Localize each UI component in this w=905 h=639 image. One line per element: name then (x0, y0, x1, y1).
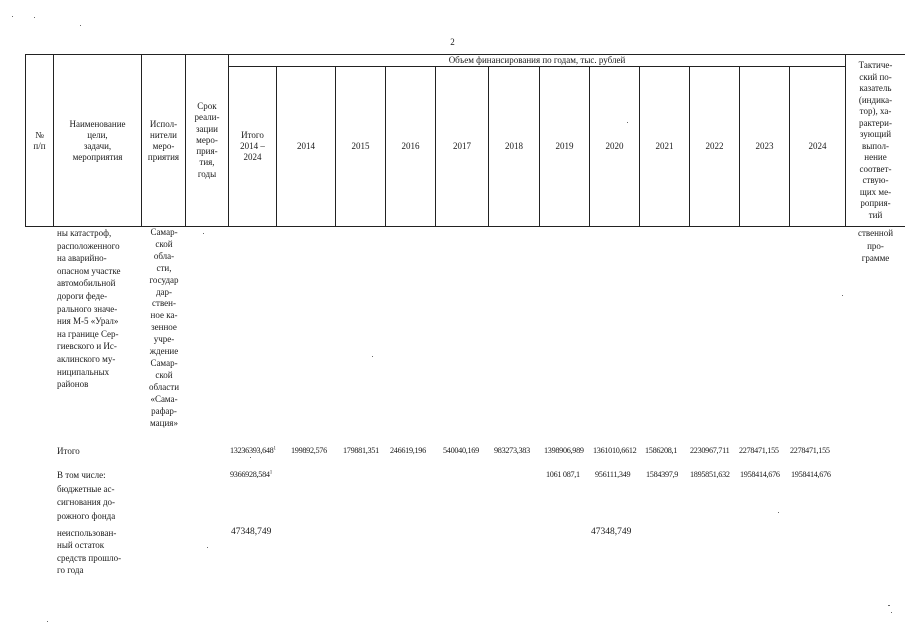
executor-line: ждение (149, 346, 179, 357)
name-line: рального значе- (57, 303, 118, 314)
footnote-mark: 1 (269, 470, 272, 476)
budget-label-line: В том числе: (57, 470, 106, 480)
executor-line: Самар- (150, 357, 178, 368)
budget-row-label (57, 469, 137, 523)
indicator-line: грамме (861, 253, 890, 264)
unused-row-label (57, 527, 137, 577)
unused-row-2020: 47348,749 (591, 527, 632, 537)
executor-line: обла- (153, 250, 175, 261)
total-row-sum-value: 13236393,648 (230, 446, 274, 455)
executor-line: зенное (151, 322, 177, 333)
name-line: ния М-5 «Урал» (57, 316, 119, 327)
total-row-sum (230, 446, 276, 455)
header-year: 2016 (401, 141, 420, 151)
header-term: Срок реали- зации меро- прия- тия, годы (194, 101, 220, 179)
unused-label-line: го года (57, 565, 84, 576)
total-row-value: 2278471,155 (790, 446, 830, 455)
total-row-value: 2230967,711 (690, 446, 730, 455)
header-year: 2021 (655, 141, 674, 151)
executor-line: ное ка- (150, 310, 178, 321)
budget-row-sum (230, 470, 272, 479)
header-year: 2018 (505, 141, 523, 151)
name-line: на границе Сер- (57, 328, 119, 339)
executor-line: «Сама- (150, 393, 178, 404)
header-year: 2022 (705, 141, 724, 151)
total-row-value: 199892,576 (291, 446, 327, 455)
budget-row-sum-value: 9366928,584 (230, 470, 270, 479)
budget-label-line: рожного фонда (57, 510, 116, 521)
footnote-mark: 1 (273, 446, 276, 452)
total-row-value: 2278471,155 (739, 446, 779, 455)
budget-row-value: 1584397,9 (646, 470, 679, 479)
measure-name-continued (57, 227, 137, 391)
budget-row-value: 1061 087,1 (546, 470, 580, 479)
total-row-label: Итого (57, 446, 80, 456)
header-year: 2015 (351, 141, 370, 151)
name-line: на аварийно- (57, 253, 107, 264)
executor-line: ской (155, 369, 173, 380)
indicator-line: про- (867, 240, 884, 251)
executor-continued (143, 227, 185, 429)
unused-label-line: неиспользован- (57, 528, 117, 538)
name-line: дороги феде- (57, 290, 108, 301)
unused-label-line: средств прошло- (57, 552, 122, 563)
name-line: автомобильной (57, 278, 116, 289)
total-row-value: 983273,383 (494, 446, 530, 455)
unused-label-line: ный остаток (57, 540, 105, 551)
header-year: 2024 (808, 141, 827, 151)
executor-line: ствен- (152, 298, 176, 309)
executor-line: дар- (155, 286, 173, 297)
name-line: аклинского му- (57, 353, 116, 364)
total-row-value: 1586208,1 (645, 446, 678, 455)
header-executors: Испол- нители меро- приятия (147, 118, 180, 162)
indicator-continued (846, 227, 905, 265)
header-number: № п/п (33, 129, 46, 151)
header-indicator: Тактиче- ский по- казатель (индика- тор), ха- рактери- зующий выпол- нение соответ- ствую- щих ме- роприя- тий (858, 60, 893, 220)
unused-row-sum: 47348,749 (231, 527, 272, 537)
budget-label-line: бюджетные ас- (57, 483, 115, 494)
header-year: 2023 (755, 141, 774, 151)
name-line: районов (57, 379, 89, 390)
header-year: 2020 (605, 141, 624, 151)
name-line: расположенного (57, 240, 120, 251)
executor-line: рафар- (151, 405, 177, 416)
executor-line: ской (155, 238, 173, 249)
name-line: опасном участке (57, 265, 121, 276)
total-row-value: 246619,196 (390, 446, 426, 455)
executor-line: государ (149, 274, 179, 285)
header-year: 2019 (555, 141, 574, 151)
budget-row-value: 1895851,632 (690, 470, 730, 479)
header-year: 2014 (297, 141, 315, 151)
header-name: Наименование цели, задачи, мероприятия (69, 118, 126, 162)
executor-line: мация» (150, 417, 178, 428)
budget-row-value: 1958414,676 (740, 470, 780, 479)
budget-row-value: 1958414,676 (791, 470, 831, 479)
name-line: гиевского и Ис- (57, 341, 117, 352)
executor-line: сти, (156, 262, 172, 273)
total-row-value: 540040,169 (443, 446, 479, 455)
name-line: ниципальных (57, 366, 110, 377)
header-year: 2017 (453, 141, 471, 151)
executor-line: области (148, 381, 180, 392)
budget-row-value: 956111,349 (595, 470, 631, 479)
budget-label-line: сигнования до- (57, 497, 116, 507)
executor-line: учре- (153, 334, 175, 345)
indicator-line: ственной (857, 228, 894, 238)
header-funding-group: Объем финансирования по годам, тыс. рублей (448, 54, 626, 65)
header-total: Итого 2014 – 2024 (240, 130, 265, 162)
name-line: ны катастроф, (57, 228, 112, 238)
total-row-value: 1398906,989 (544, 446, 584, 455)
total-row-value: 1361010,6612 (593, 446, 637, 455)
executor-line: Самар- (150, 227, 178, 237)
total-row-value: 179881,351 (343, 446, 379, 455)
page-number: 2 (450, 37, 455, 47)
